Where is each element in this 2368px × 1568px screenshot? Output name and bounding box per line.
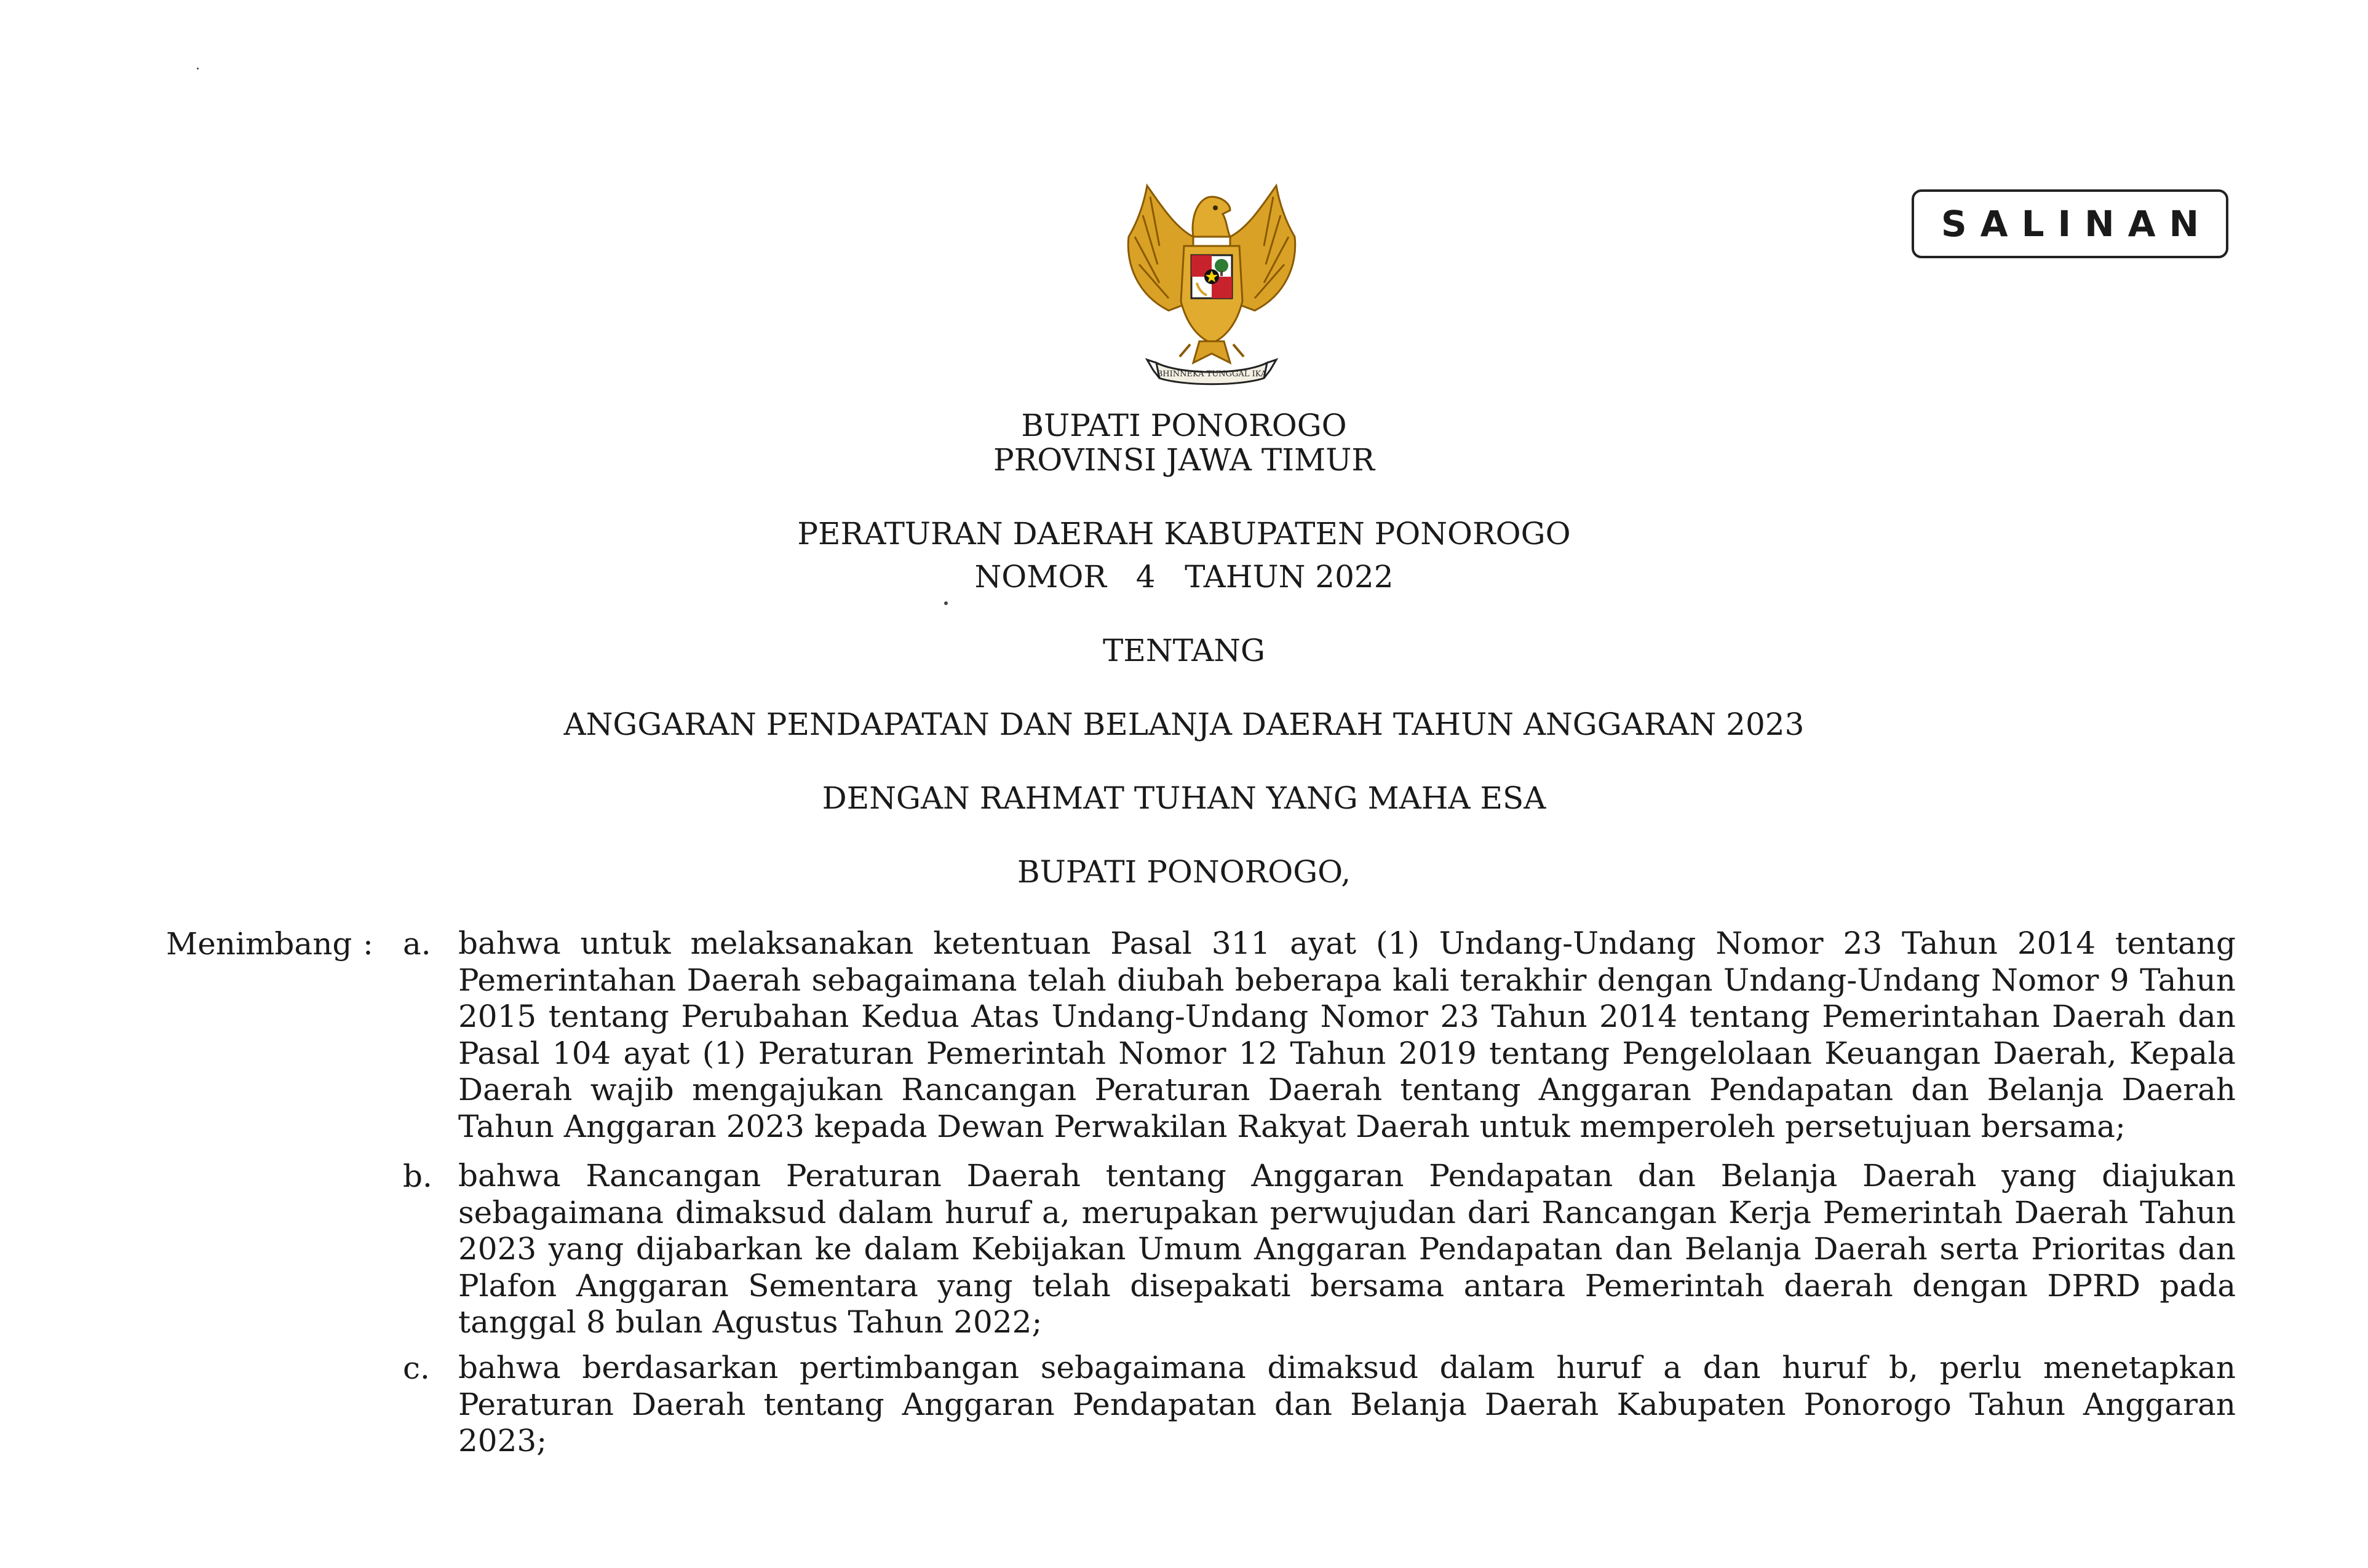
province-title: PROVINSI JAWA TIMUR [993,442,1375,478]
consideration-letter: c. [403,1350,430,1386]
blessing-line: DENGAN RAHMAT TUHAN YANG MAHA ESA [822,780,1546,816]
salinan-stamp: SALINAN [1912,189,2228,258]
consideration-text: bahwa untuk melaksanakan ketentuan Pasal 311 ayat (1) Undang-Undang Nomor 23 Tahun 2014 tentang Pemerintahan Daerah sebagaimana telah diubah beberapa kali terakhir dengan Undang-Undang Nomor 9 Tahun 2015 tentang Perubahan Kedua Atas Undang-Undang Nomor 23 Tahun 2014 tentang Pemerintahan Daerah dan Pasal 104 ayat (1) Peraturan Pemerintah Nomor 12 Tahun 2019 tentang Pengelolaan Keuangan Daerah, Kepala Daerah wajib mengajukan Rancangan Peraturan Daerah tentang Anggaran Pendapatan dan Belanja Daerah Tahun Anggaran 2023 kepada Dewan Perwakilan Rakyat Daerah untuk memperoleh persetujuan bersama; [458,925,2236,1144]
considerations-colon: : [363,926,373,962]
regulation-subject: ANGGARAN PENDAPATAN DAN BELANJA DAERAH TAHUN ANGGARAN 2023 [563,707,1805,742]
issuer-line: BUPATI PONOROGO, [1017,854,1351,890]
about-label: TENTANG [1102,633,1265,668]
consideration-letter: b. [403,1158,432,1194]
consideration-text: bahwa berdasarkan pertimbangan sebagaimana dimaksud dalam huruf a dan huruf b, perlu menetapkan Peraturan Daerah tentang Anggaran Pendapatan dan Belanja Daerah Kabupaten Ponorogo Tahun Anggaran 2023; [458,1350,2236,1459]
garuda-emblem-icon [1101,178,1322,387]
consideration-letter: a. [403,926,431,962]
regulation-title: PERATURAN DAERAH KABUPATEN PONOROGO [797,516,1571,552]
regulation-number: NOMOR 4 TAHUN 2022 [974,559,1394,595]
scan-speck [944,601,948,605]
scan-speck [197,68,199,69]
considerations-label: Menimbang [166,926,352,962]
svg-text:BHINNEKA TUNGGAL IKA: BHINNEKA TUNGGAL IKA [1156,370,1267,379]
issuer-title: BUPATI PONOROGO [1021,408,1347,443]
consideration-text: bahwa Rancangan Peraturan Daerah tentang Anggaran Pendapatan dan Belanja Daerah yang diajukan sebagaimana dimaksud dalam huruf a, merupakan perwujudan dari Rancangan Kerja Pemerintah Daerah Tahun 2023 yang dijabarkan ke dalam Kebijakan Umum Anggaran Pendapatan dan Belanja Daerah serta Prioritas dan Plafon Anggaran Sementara yang telah disepakati bersama antara Pemerintah daerah dengan DPRD pada tanggal 8 bulan Agustus Tahun 2022; [458,1158,2236,1340]
